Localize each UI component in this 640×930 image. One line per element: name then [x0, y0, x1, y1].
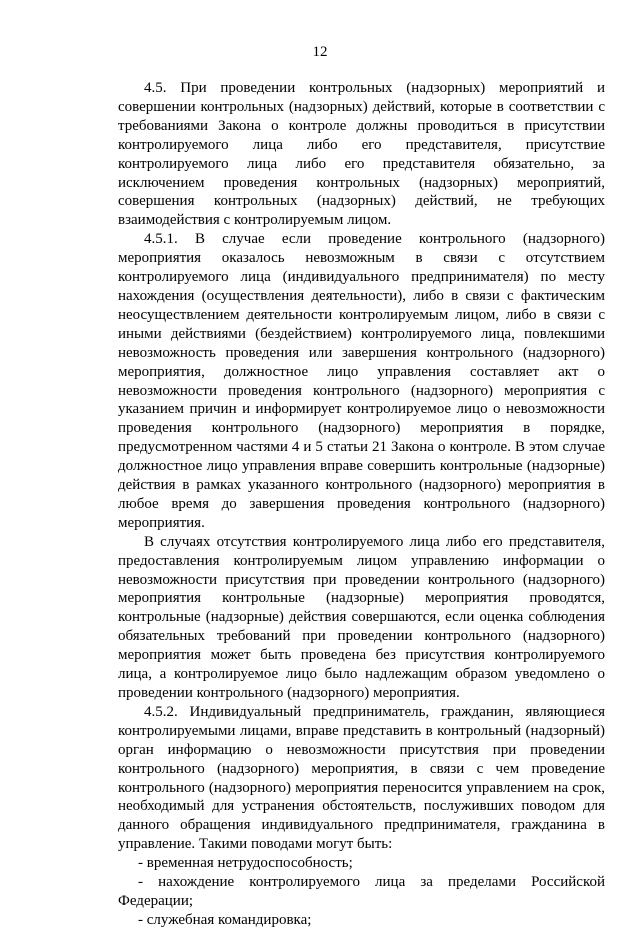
list-item-business-trip: - служебная командировка;: [138, 911, 312, 928]
paragraph-4-5-2: 4.5.2. Индивидуальный предприниматель, гражданин, являющиеся контролируемыми лицами, вправе представить в контрольный (надзорный) орган информацию о невозможности присутствия при проведении контрольного (надзорного) мероприятия, в связи с чем проведение контрольного (надзорного) мероприятия переносится управлением на срок, необходимый для устранения обстоятельств, послуживших поводом для данного обращения индивидуального предпринимателя, гражданина в управление. Такими поводами могут быть:: [118, 703, 605, 853]
document-body: [118, 79, 605, 930]
page-number: 12: [312, 44, 328, 60]
paragraph-4-5-1: 4.5.1. В случае если проведение контрольного (надзорного) мероприятия оказалось невозможным в связи с отсутствием контролируемого лица (индивидуального предпринимателя) по месту нахождения (осуществления деятельности), либо в связи с фактическим неосуществлением деятельности контролируемым лицом, либо в связи с иными действиями (бездействием) контролируемого лица, повлекшими невозможность проведения или завершения контрольного (надзорного) мероприятия, должностное лицо управления составляет акт о невозможности проведения контрольного (надзорного) мероприятия с указанием причин и информирует контролируемое лицо о невозможности проведения контрольного (надзорного) мероприятия в порядке, предусмотренном частями 4 и 5 статьи 21 Закона о контроле. В этом случае должностное лицо управления вправе совершить контрольные (надзорные) действия в рамках указанного контрольного (надзорного) мероприятия в любое время до завершения проведения контрольного (надзорного) мероприятия.: [118, 231, 605, 531]
list-item-abroad: - нахождение контролируемого лица за пределами Российской Федерации;: [118, 874, 605, 909]
list-item-disability: - временная нетрудоспособность;: [138, 855, 353, 872]
paragraph-4-5: 4.5. При проведении контрольных (надзорных) мероприятий и совершении контрольных (надзорных) действий, которые в соответствии с требованиями Закона о контроле должны проводиться в присутствии контролируемого лица либо его представителя, присутствие контролируемого лица либо его представителя обязательно, за исключением проведения контрольных (надзорных) мероприятий, совершения контрольных (надзорных) действий, не требующих взаимодействия с контролируемым лицом.: [118, 80, 605, 229]
paragraph-absence: В случаях отсутствия контролируемого лица либо его представителя, предоставления контролируемым лицом управлению информации о невозможности присутствия при проведении контрольного (надзорного) мероприятия контрольные (надзорные) мероприятия проводятся, контрольные (надзорные) действия совершаются, если оценка соблюдения обязательных требований при проведении контрольного (надзорного) мероприятия может быть проведена без присутствия контролируемого лица, а контролируемое лицо было надлежащим образом уведомлено о проведении контрольного (надзорного) мероприятия.: [118, 533, 605, 701]
